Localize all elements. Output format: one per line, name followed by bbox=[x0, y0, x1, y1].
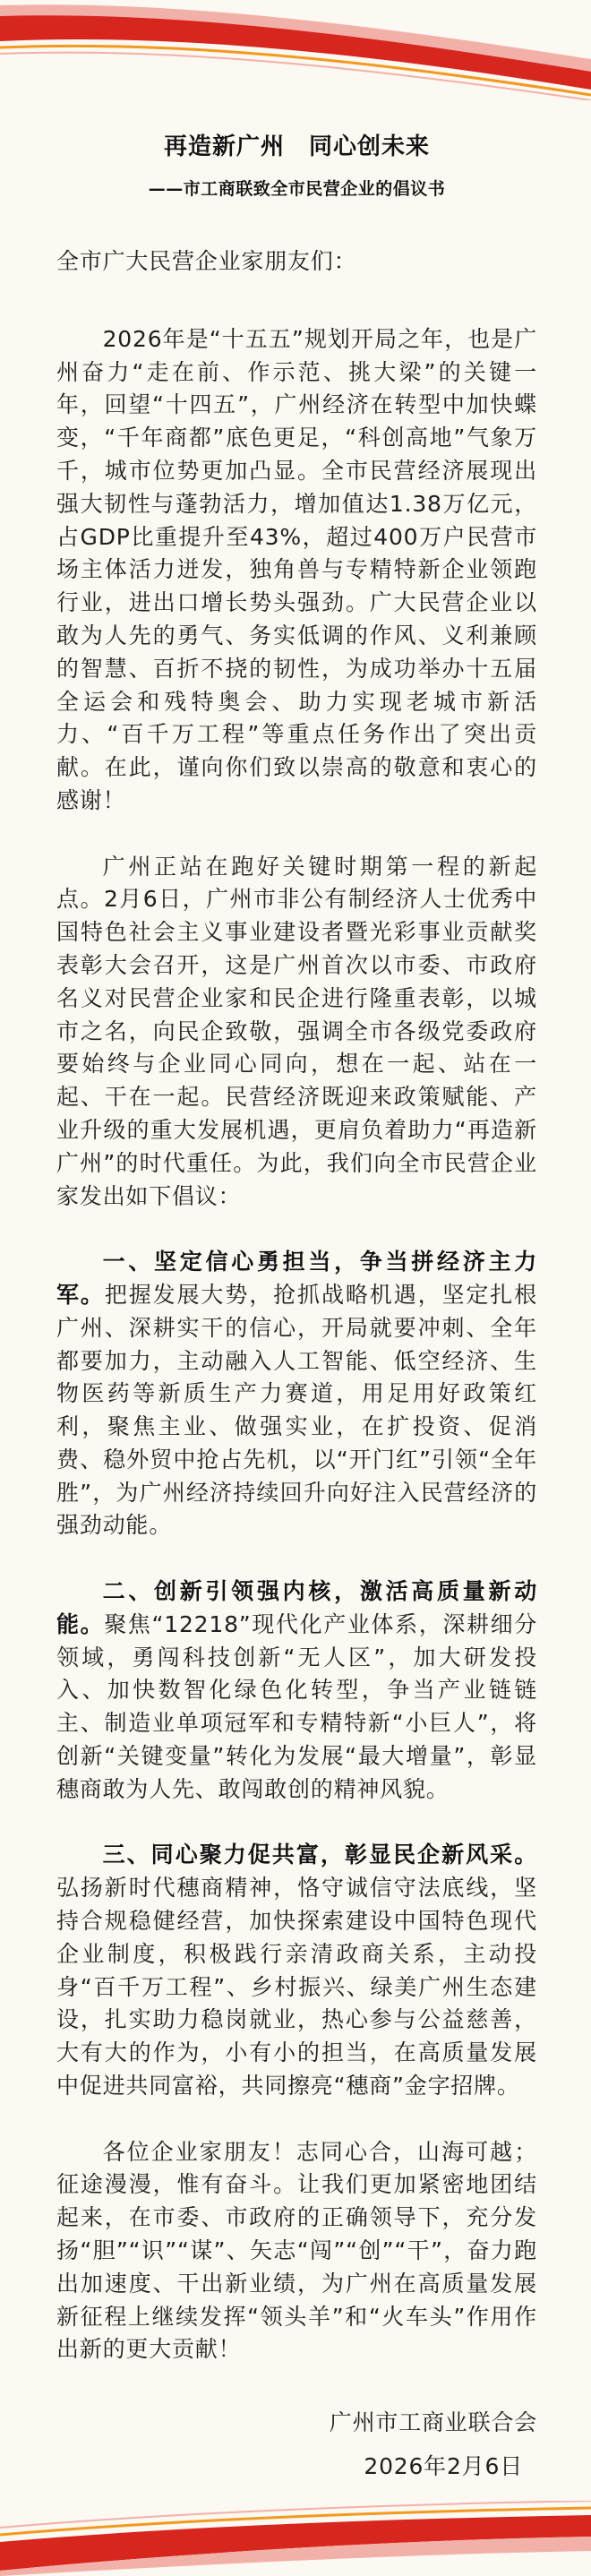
proposal-3-heading: 三、同心聚力促共富，彰显民企新风采。 bbox=[102, 1842, 537, 1868]
paragraph-occasion: 广州正站在跑好关键时期第一程的新起点。2月6日，广州市非公有制经济人士优秀中国特色社会主义事业建设者暨光彩事业贡献奖表彰大会召开，这是广州首次以市委、市政府名义对民营企业家和民企进行隆重表彰，以城市之名，向民企致敬，强调全市各级党委政府要始终与企业同心同向，想在一起、站在一起、干在一起。民营经济既迎来政策赋能、产业升级的重大发展机遇，更肩负着助力“再造新广州”的时代重任。为此，我们向全市民营企业家发出如下倡议： bbox=[56, 853, 537, 1209]
signature-date: 2026年2月6日 bbox=[364, 2453, 523, 2479]
proposal-1 bbox=[56, 1246, 537, 1542]
proposal-2 bbox=[56, 1576, 537, 1807]
paragraph-closing: 各位企业家朋友！志同心合，山海可越；征途漫漫，惟有奋斗。让我们更加紧密地团结起来，在市委、市政府的正确领导下，充分发扬“胆”“识”“谋”、矢志“闯”“创”“干”，奋力跑出加速度、干出新业绩，为广州在高质量发展新征程上继续发挥“领头羊”和“火车头”作用作出新的更大贡献！ bbox=[56, 2138, 537, 2363]
letter-subtitle: ——市工商联致全市民营企业的倡议书 bbox=[148, 179, 446, 199]
proposal-3-body: 弘扬新时代穗商精神，恪守诚信守法底线，坚持合规稳健经营，加快探索建设中国特色现代企业制度，积极践行亲清政商关系，主动投身“百千万工程”、乡村振兴、绿美广州生态建设，扎实助力稳岗就业，热心参与公益慈善，大有大的作为，小有小的担当，在高质量发展中促进共同富裕，共同擦亮“穗商”金字招牌。 bbox=[56, 1875, 537, 2099]
letter-body bbox=[56, 0, 537, 2484]
proposal-2-heading: 二、创新引领强内核，激活高质量新动能。 bbox=[56, 1578, 537, 1637]
proposal-2-body: 聚焦“12218”现代化产业体系，深耕细分领域，勇闯科技创新“无人区”，加大研发投入、加快数智化绿色化转型，争当产业链链主、制造业单项冠军和专精特新“小巨人”，将创新“关键变量”转化为发展“最大增量”，彰显穗商敢为人先、敢闯敢创的精神风貌。 bbox=[56, 1610, 537, 1802]
signature: 广州市工商业联合会 bbox=[329, 2409, 537, 2436]
proposal-1-body: 把握发展大势，抢抓战略机遇，坚定扎根广州、深耕实干的信心，开局就要冲刺、全年都要加力，主动融入人工智能、低空经济、生物医药等新质生产力赛道，用足用好政策红利，聚焦主业、做强实业，在扩投资、促消费、稳外贸中抢占先机，以“开门红”引领“全年胜”，为广州经济持续回升向好注入民营经济的强劲动能。 bbox=[56, 1281, 537, 1539]
proposal-1-heading: 一、坚定信心勇担当，争当拼经济主力军。 bbox=[56, 1249, 537, 1308]
letter-title: 再造新广州 同心创未来 bbox=[163, 133, 430, 160]
greeting: 全市广大民营企业家朋友们： bbox=[56, 248, 357, 274]
bottom-ribbon-decoration bbox=[0, 2501, 591, 2576]
paragraph-review: 2026年是“十五五”规划开局之年，也是广州奋力“走在前、作示范、挑大梁”的关键一年，回望“十四五”，广州经济在转型中加快蝶变，“千年商都”底色更足，“科创高地”气象万千，城市位势更加凸显。全市民营经济展现出强大韧性与蓬勃活力，增加值达1.38万亿元，占GDP比重提升至43%，超过400万户民营市场主体活力迸发，独角兽与专精特新企业领跑行业，进出口增长势头强劲。广大民营企业以敢为人先的勇气、务实低调的作风、义利兼顾的智慧、百折不挠的韧性，为成功举办十五届全运会和残特奥会、助力实现老城市新活力、“百千万工程”等重点任务作出了突出贡献。在此，谨向你们致以崇高的敬意和衷心的感谢！ bbox=[56, 325, 537, 813]
proposal-3 bbox=[56, 1839, 537, 2102]
